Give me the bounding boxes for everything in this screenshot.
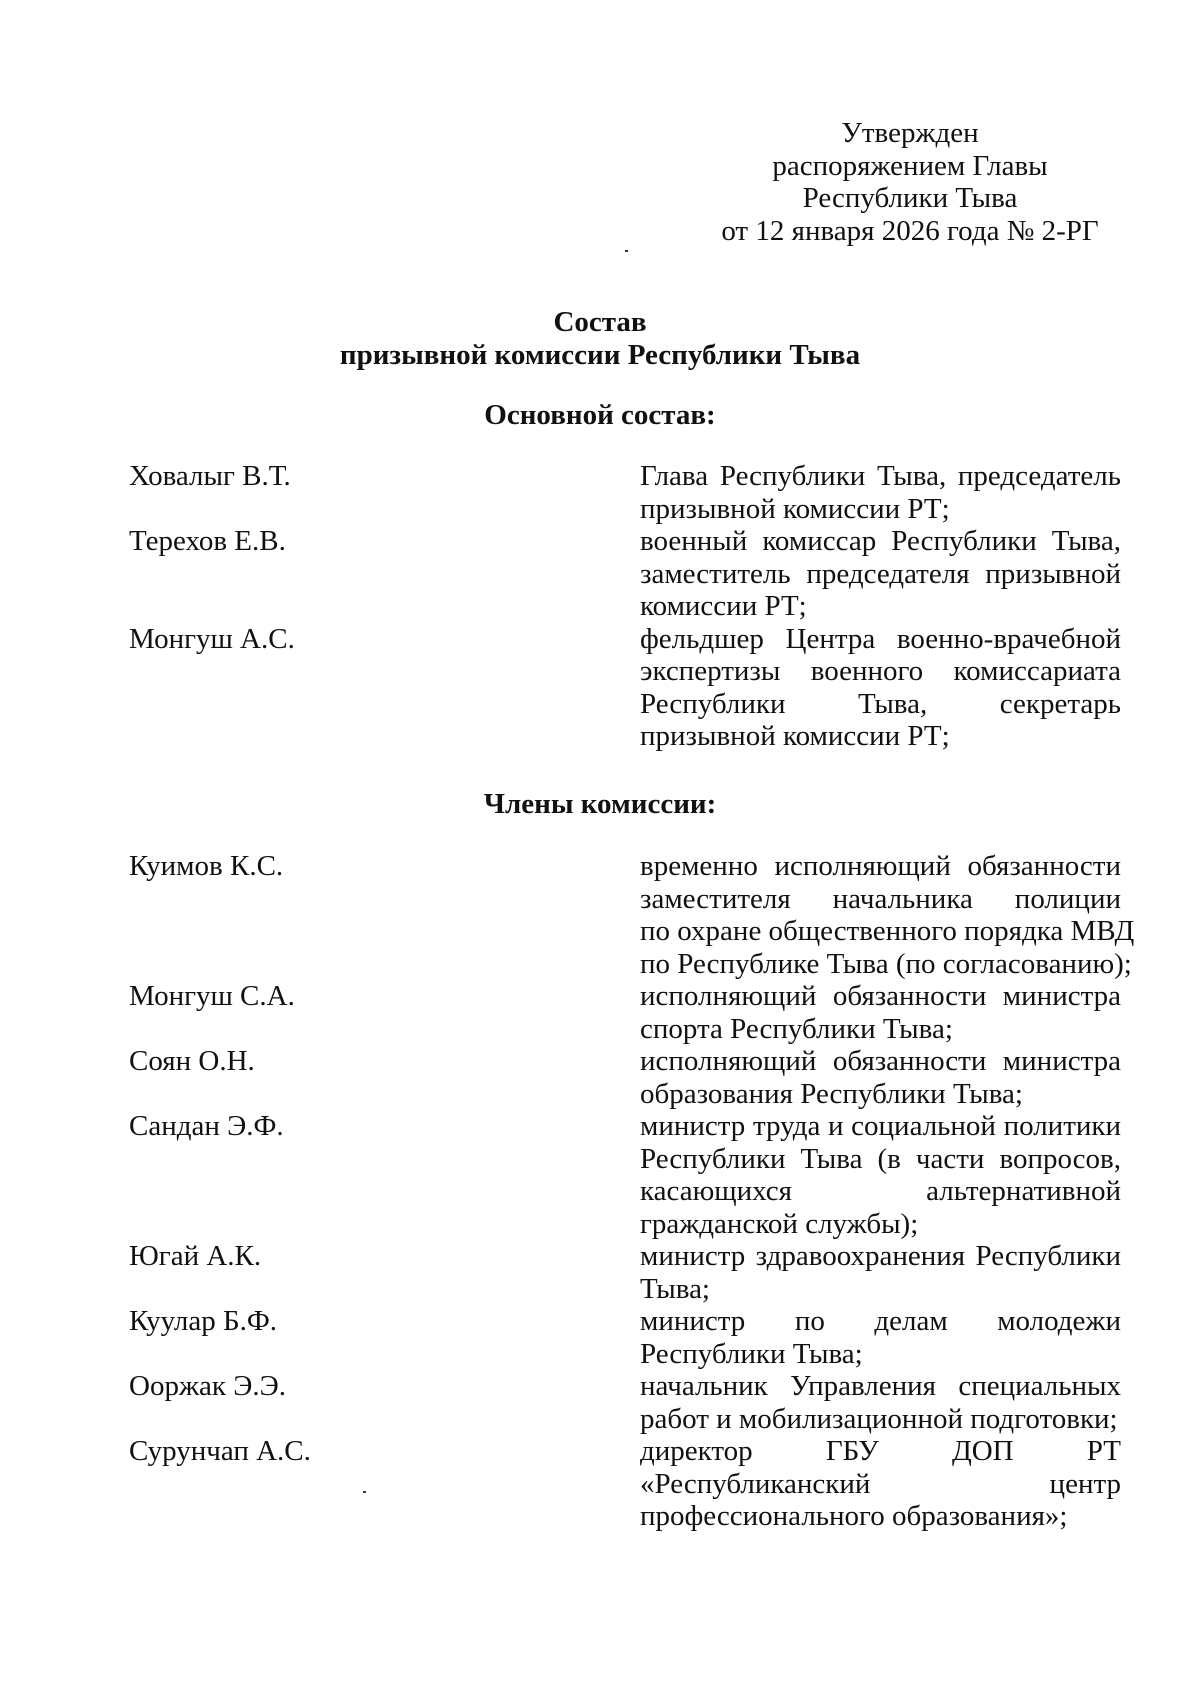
document-title [0, 306, 1200, 371]
member-role-line: фельдшер Центра военно-врачебной [640, 622, 1121, 655]
member-row [129, 980, 1129, 1045]
member-row [129, 1305, 1129, 1370]
member-role-line: Республики Тыва; [640, 1337, 863, 1370]
member-role [640, 1110, 1121, 1240]
member-row [129, 1370, 1129, 1435]
approval-line-2: распоряжением Главы [772, 149, 1048, 182]
member-role-line: спорта Республики Тыва; [640, 1012, 953, 1045]
member-row [129, 850, 1135, 980]
member-role [640, 1305, 1121, 1370]
commission-members-heading: Члены комиссии: [483, 788, 717, 820]
member-role-line: заместителя начальника полиции [640, 882, 1121, 915]
member-role-line: временно исполняющий обязанности [640, 850, 1121, 882]
member-name: Куимов К.С. [129, 850, 284, 882]
member-name: Куулар Б.Ф. [129, 1305, 278, 1337]
member-role-line: касающихся альтернативной [640, 1175, 1121, 1207]
title-line-2: призывной комиссии Республики Тыва [339, 338, 861, 371]
member-role [640, 1045, 1121, 1110]
member-role-line: призывной комиссии РТ; [640, 492, 950, 525]
member-row [129, 1435, 1129, 1533]
member-role-line: исполняющий обязанности министра [640, 1045, 1121, 1077]
member-name: Монгуш С.А. [129, 980, 295, 1012]
member-role [640, 460, 1121, 525]
commission-members-list [129, 850, 1135, 1533]
member-role-line: призывной комиссии РТ; [640, 720, 950, 752]
member-role-line: заместитель председателя призывной [640, 557, 1121, 590]
member-role-line: работ и мобилизационной подготовки; [640, 1402, 1118, 1435]
member-role-line: Республики Тыва, секретарь [640, 687, 1121, 720]
member-role [640, 1370, 1121, 1435]
member-role [640, 980, 1121, 1045]
member-role-line: Глава Республики Тыва, председатель [640, 460, 1121, 492]
scan-speck [625, 250, 628, 252]
member-row [129, 1110, 1129, 1240]
member-role-line: образования Республики Тыва; [640, 1077, 1023, 1110]
member-name: Сурунчап А.С. [129, 1435, 311, 1467]
approval-line-3: Республики Тыва [802, 182, 1018, 214]
member-role [640, 850, 1135, 980]
member-role-line: директор ГБУ ДОП РТ [640, 1435, 1121, 1467]
member-role-line: военный комиссар Республики Тыва, [640, 525, 1121, 557]
member-role-line: исполняющий обязанности министра [640, 980, 1121, 1012]
member-role-line: комиссии РТ; [640, 590, 807, 622]
main-composition-heading: Основной состав: [484, 399, 716, 431]
member-row [129, 623, 1129, 753]
member-role-line: начальник Управления специальных [640, 1370, 1121, 1402]
member-row [129, 525, 1129, 623]
member-role-line: гражданской службы); [640, 1207, 919, 1240]
member-name: Терехов Е.В. [129, 525, 286, 557]
approval-block [690, 117, 1130, 247]
member-role-line: министр по делам молодежи [640, 1305, 1121, 1337]
member-name: Соян О.Н. [129, 1045, 255, 1077]
title-line-1: Состав [553, 306, 647, 338]
member-role-line: по охране общественного порядка МВД [640, 915, 1135, 947]
member-name: Монгуш А.С. [129, 622, 295, 655]
approval-line-4: от 12 января 2026 года № 2-РГ [721, 214, 1099, 247]
member-name: Сандан Э.Ф. [129, 1110, 284, 1142]
member-role-line: Республики Тыва (в части вопросов, [640, 1142, 1121, 1175]
member-role-line: экспертизы военного комиссариата [640, 655, 1121, 687]
member-row [129, 460, 1129, 525]
member-role-line: «Республиканский центр [640, 1467, 1121, 1500]
member-role [640, 1240, 1121, 1305]
member-role-line: профессионального образования»; [640, 1500, 1068, 1532]
member-role [640, 525, 1121, 623]
member-name: Ховалыг В.Т. [129, 460, 291, 492]
member-role [640, 623, 1121, 753]
member-row [129, 1240, 1129, 1305]
member-role [640, 1435, 1121, 1533]
member-role-line: министр труда и социальной политики [640, 1110, 1121, 1142]
member-name: Югай А.К. [129, 1240, 262, 1272]
main-members-list [129, 460, 1129, 753]
member-role-line: по Республике Тыва (по согласованию); [640, 947, 1132, 980]
member-name: Ооржак Э.Э. [129, 1370, 286, 1402]
approval-line-1: Утвержден [841, 117, 979, 149]
member-role-line: министр здравоохранения Республики [640, 1240, 1121, 1272]
member-row [129, 1045, 1129, 1110]
member-role-line: Тыва; [640, 1272, 710, 1305]
